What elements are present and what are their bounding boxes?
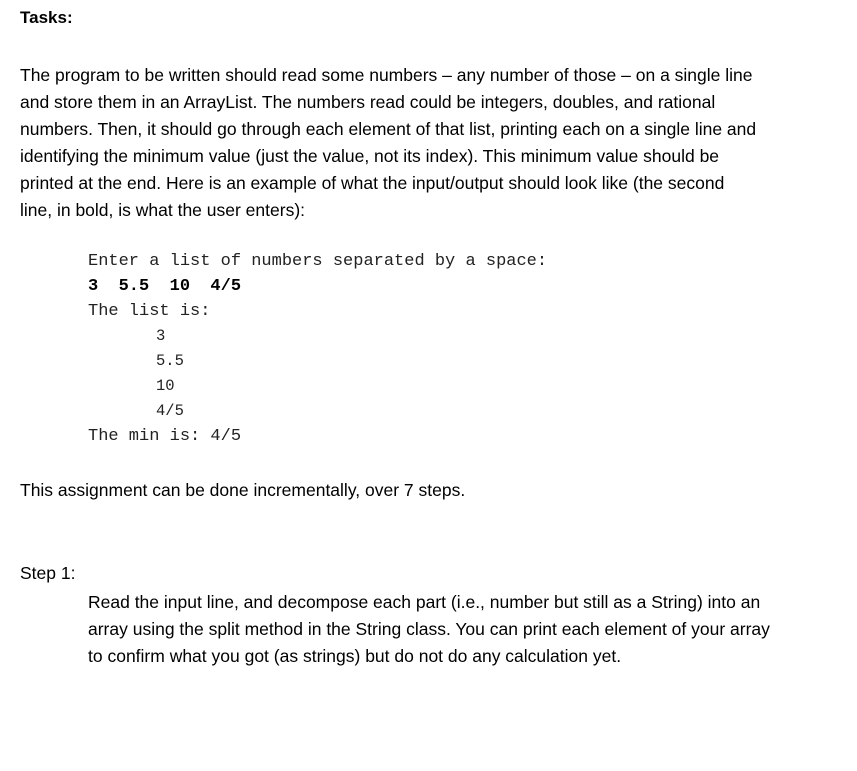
intro-line: The program to be written should read some numbers – any number of those – on a single line	[20, 65, 753, 85]
intro-line: and store them in an ArrayList. The numbers read could be integers, doubles, and rational	[20, 92, 716, 112]
intro-line: printed at the end. Here is an example of what the input/output should look like (the second	[20, 173, 725, 193]
console-prompt: Enter a list of numbers separated by a space:	[88, 252, 548, 271]
step-1-label: Step 1:	[20, 563, 76, 583]
console-list-item: 10	[156, 377, 175, 395]
intro-line: identifying the minimum value (just the value, not its index). This minimum value should be	[20, 146, 720, 166]
console-list-item: 3	[156, 327, 166, 345]
console-min-line: The min is: 4/5	[88, 427, 242, 446]
console-list-item: 4/5	[156, 402, 184, 420]
steps-intro: This assignment can be done incrementally, over 7 steps.	[20, 480, 466, 500]
step-1-description	[88, 589, 838, 670]
console-list-header: The list is:	[88, 302, 211, 321]
step-1-line: array using the split method in the String class. You can print each element of your array	[88, 619, 770, 639]
example-console-output	[88, 249, 547, 449]
step-1-line: Read the input line, and decompose each part (i.e., number but still as a String) into an	[88, 592, 761, 612]
console-user-input: 3 5.5 10 4/5	[88, 277, 242, 296]
tasks-heading: Tasks:	[20, 8, 73, 27]
intro-line: line, in bold, is what the user enters):	[20, 200, 306, 220]
intro-line: numbers. Then, it should go through each element of that list, printing each on a single line and	[20, 119, 757, 139]
console-list-item: 5.5	[156, 352, 184, 370]
step-1-line: to confirm what you got (as strings) but do not do any calculation yet.	[88, 646, 622, 666]
intro-paragraph	[20, 62, 835, 224]
